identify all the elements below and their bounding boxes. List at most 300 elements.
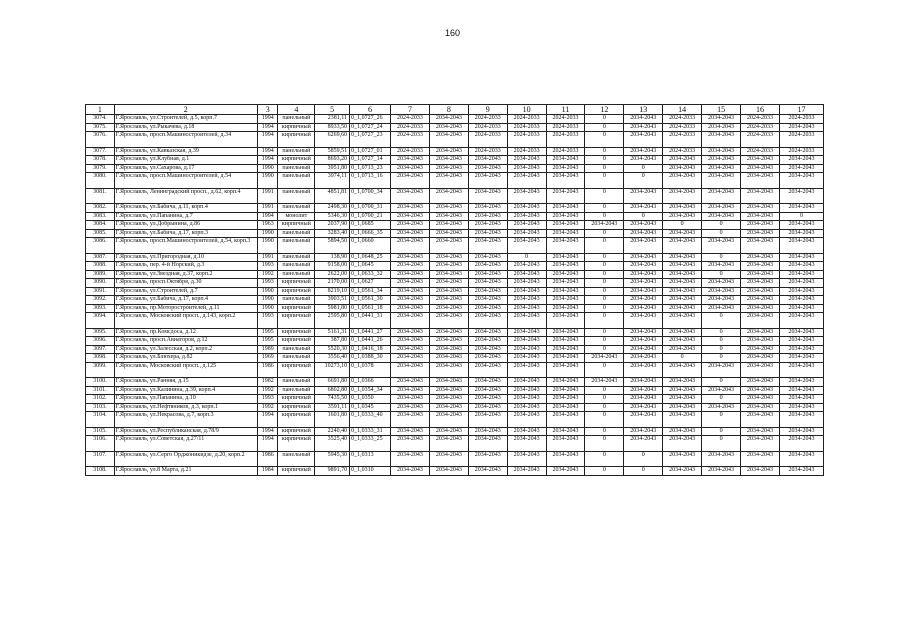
table-cell: 387,80	[315, 337, 350, 346]
table-cell: 0_1,0685	[350, 221, 391, 230]
table-cell: 2034-2043	[779, 238, 823, 254]
table-cell: 2034-2043	[507, 164, 546, 173]
table-cell: 0_1,0441_26	[350, 337, 391, 346]
table-cell: кирпичный	[278, 337, 315, 346]
table-cell: 3088.	[86, 262, 115, 271]
table-cell: 2034-2043	[429, 262, 468, 271]
table-cell: 2034-2043	[391, 313, 430, 329]
table-cell: 1993	[257, 279, 277, 288]
table-cell: кирпичный	[278, 467, 315, 476]
table-cell: 2034-2043	[391, 328, 430, 337]
table-cell: панельный	[278, 147, 315, 156]
table-cell: панельный	[278, 253, 315, 262]
table-cell: 2034-2043	[779, 156, 823, 165]
table-cell: 3951,80	[315, 164, 350, 173]
table-cell: 2034-2043	[507, 451, 546, 467]
table-row	[86, 467, 824, 476]
table-cell: 0	[624, 451, 663, 467]
table-cell: 2034-2043	[429, 123, 468, 132]
table-cell: 1990	[257, 173, 277, 189]
column-header: 3	[257, 105, 277, 115]
table-cell: 2034-2043	[507, 328, 546, 337]
table-cell: 2034-2043	[391, 386, 430, 395]
table-cell: 3080.	[86, 173, 115, 189]
table-row	[86, 147, 824, 156]
table-cell: 2034-2043	[507, 345, 546, 354]
table-cell: 1994	[257, 427, 277, 436]
table-cell: 2034-2043	[741, 313, 780, 329]
table-cell: 0_1,0441_31	[350, 313, 391, 329]
table-cell: Г.Ярославль, ул.Бабича, д.11, корп.4	[114, 204, 257, 213]
column-header: 12	[585, 105, 624, 115]
table-cell: 2034-2043	[391, 262, 430, 271]
table-cell: 2595,80	[315, 313, 350, 329]
table-cell: 1992	[257, 403, 277, 412]
table-cell: 2034-2043	[663, 262, 702, 271]
table-cell: 2034-2043	[663, 287, 702, 296]
table-cell: 0	[585, 345, 624, 354]
table-cell: 0_1,0700_21	[350, 212, 391, 221]
table-cell: 2034-2043	[779, 313, 823, 329]
table-cell: 1995	[257, 328, 277, 337]
table-cell: 3106.	[86, 436, 115, 452]
table-cell: 2024-2033	[391, 115, 430, 124]
table-cell: 0	[585, 403, 624, 412]
table-cell: 3108.	[86, 467, 115, 476]
table-cell: 2034-2043	[546, 386, 585, 395]
table-cell: 0	[585, 188, 624, 204]
table-row	[86, 287, 824, 296]
table-cell: кирпичный	[278, 328, 315, 337]
table-cell: 9158,00	[315, 262, 350, 271]
table-cell: 2034-2043	[546, 395, 585, 404]
table-cell: 3095.	[86, 328, 115, 337]
table-cell: 2034-2043	[429, 156, 468, 165]
table-cell: 2034-2043	[624, 354, 663, 363]
column-header: 17	[779, 105, 823, 115]
table-cell: 0	[702, 354, 741, 363]
table-cell: 0	[702, 395, 741, 404]
table-cell: 3074.	[86, 115, 115, 124]
table-cell: панельный	[278, 270, 315, 279]
table-cell: 2034-2043	[507, 173, 546, 189]
table-row	[86, 164, 824, 173]
table-cell: 0_1,0727_14	[350, 156, 391, 165]
table-cell: Г.Ярославль, ул.Ранняя, д.15	[114, 378, 257, 387]
table-cell: Г.Ярославль, ул.Советская, д.27/11	[114, 436, 257, 452]
table-cell: 2024-2033	[663, 123, 702, 132]
table-cell: панельный	[278, 354, 315, 363]
table-cell: 2034-2043	[779, 123, 823, 132]
table-cell: 0	[585, 164, 624, 173]
table-cell: 0	[702, 221, 741, 230]
table-row	[86, 304, 824, 313]
table-cell: 2034-2043	[741, 304, 780, 313]
table-cell: 1986	[257, 362, 277, 378]
table-cell: 10273,10	[315, 362, 350, 378]
table-cell: Г.Ярославль, ул.Калинина, д.39, корп.4	[114, 386, 257, 395]
table-cell: 3903,51	[315, 296, 350, 305]
table-cell: 2034-2043	[702, 403, 741, 412]
table-cell: 0	[585, 204, 624, 213]
table-cell: 2034-2043	[741, 262, 780, 271]
table-cell: 2034-2043	[663, 337, 702, 346]
table-cell: 2034-2043	[429, 270, 468, 279]
table-cell: 2034-2043	[546, 164, 585, 173]
table-cell: 2034-2043	[779, 337, 823, 346]
table-cell: 0	[585, 262, 624, 271]
table-cell: 2034-2043	[741, 378, 780, 387]
table-cell: 2034-2043	[663, 188, 702, 204]
table-cell: 2034-2043	[741, 412, 780, 428]
table-cell: 2034-2043	[391, 204, 430, 213]
table-cell: 2024-2033	[507, 115, 546, 124]
column-header: 11	[546, 105, 585, 115]
table-cell: 2034-2043	[429, 436, 468, 452]
table-cell: 0_1,0727_23	[350, 132, 391, 148]
table-cell: 0_1,0713_16	[350, 173, 391, 189]
table-cell: 0	[779, 212, 823, 221]
table-cell: 2034-2043	[779, 296, 823, 305]
table-cell: 3974,11	[315, 173, 350, 189]
table-cell: 2034-2043	[702, 287, 741, 296]
table-cell: 5859,51	[315, 147, 350, 156]
table-body	[86, 115, 824, 476]
table-cell: 2034-2043	[741, 221, 780, 230]
table-cell: 2034-2043	[624, 345, 663, 354]
table-cell: 2034-2043	[468, 304, 507, 313]
table-cell: 2034-2043	[741, 436, 780, 452]
table-cell: 3107.	[86, 451, 115, 467]
table-cell: панельный	[278, 173, 315, 189]
table-cell: кирпичный	[278, 436, 315, 452]
table-cell: 2034-2043	[429, 287, 468, 296]
table-cell: 2034-2043	[779, 253, 823, 262]
table-cell: 2034-2043	[429, 328, 468, 337]
table-cell: 2034-2043	[624, 313, 663, 329]
table-cell: 0	[585, 313, 624, 329]
table-row	[86, 156, 824, 165]
repair-schedule-table	[85, 104, 824, 476]
table-cell: 2034-2043	[702, 123, 741, 132]
table-cell: 2034-2043	[663, 212, 702, 221]
table-cell: 2034-2043	[663, 279, 702, 288]
table-cell: 2034-2043	[741, 386, 780, 395]
table-cell: панельный	[278, 204, 315, 213]
table-cell: 2034-2043	[468, 403, 507, 412]
table-cell: 2034-2043	[624, 337, 663, 346]
table-cell: 2034-2043	[468, 313, 507, 329]
table-cell: 2034-2043	[468, 337, 507, 346]
table-cell: панельный	[278, 262, 315, 271]
table-cell: 2034-2043	[468, 362, 507, 378]
table-cell: 2034-2043	[507, 229, 546, 238]
table-cell: 2034-2043	[468, 378, 507, 387]
table-cell: 2034-2043	[624, 204, 663, 213]
table-cell: 2034-2043	[468, 451, 507, 467]
table-cell: 0	[585, 253, 624, 262]
table-cell: 1990	[257, 164, 277, 173]
table-row	[86, 115, 824, 124]
table-cell: Г.Ярославль, ул.Строителей, д.7	[114, 287, 257, 296]
table-cell: 3092.	[86, 296, 115, 305]
table-cell: 0_1,0645	[350, 262, 391, 271]
table-cell: 2034-2043	[507, 436, 546, 452]
table-cell: Г.Ярославль, просп.Машиностроителей, д.54, корп.3	[114, 238, 257, 254]
table-cell: 2037,90	[315, 221, 350, 230]
table-cell: Г.Ярославль, ул.Папанина, д.10	[114, 395, 257, 404]
table-cell: панельный	[278, 164, 315, 173]
table-cell: 0_1,0366	[350, 378, 391, 387]
table-cell: 3099.	[86, 362, 115, 378]
table-cell: 2034-2043	[624, 156, 663, 165]
table-cell: 2034-2043	[663, 451, 702, 467]
table-cell: 0	[585, 362, 624, 378]
table-row	[86, 436, 824, 452]
table-cell: 1994	[257, 123, 277, 132]
table-cell: 2034-2043	[507, 156, 546, 165]
table-cell: 2034-2043	[546, 221, 585, 230]
table-cell: 2034-2043	[779, 287, 823, 296]
table-cell: 2034-2043	[468, 173, 507, 189]
table-cell: 2034-2043	[507, 313, 546, 329]
table-cell: 2034-2043	[507, 221, 546, 230]
table-cell: 2034-2043	[663, 378, 702, 387]
table-cell: 2034-2043	[624, 403, 663, 412]
header-row	[86, 105, 824, 115]
table-cell: 2034-2043	[391, 296, 430, 305]
table-cell: 2034-2043	[546, 436, 585, 452]
table-cell: кирпичный	[278, 395, 315, 404]
table-row	[86, 412, 824, 428]
table-cell: 0	[585, 156, 624, 165]
table-cell: 2034-2043	[779, 451, 823, 467]
table-cell: 1990	[257, 287, 277, 296]
table-cell: 2034-2043	[663, 156, 702, 165]
table-cell: Г.Ярославль, ул.Бабича, д.17, корп.3	[114, 229, 257, 238]
table-cell: 2034-2043	[391, 354, 430, 363]
table-cell: 2034-2043	[391, 378, 430, 387]
column-header: 1	[86, 105, 115, 115]
table-cell: 3084.	[86, 221, 115, 230]
table-cell: 2034-2043	[779, 362, 823, 378]
table-cell: 2034-2043	[663, 386, 702, 395]
table-cell: 0_1,0350	[350, 395, 391, 404]
table-cell: Г.Ярославль, Ленинградский просп., д.62, корп.4	[114, 188, 257, 204]
table-cell: 0_1,0416_18	[350, 345, 391, 354]
table-cell: 2034-2043	[468, 328, 507, 337]
table-cell: Г.Ярославль, ул.Залесская, д.2, корп.2	[114, 345, 257, 354]
table-cell: кирпичный	[278, 313, 315, 329]
table-cell: 2034-2043	[507, 296, 546, 305]
table-row	[86, 451, 824, 467]
table-cell: 4851,81	[315, 188, 350, 204]
table-cell: 2024-2033	[468, 132, 507, 148]
table-row	[86, 238, 824, 254]
table-cell: 2034-2043	[624, 123, 663, 132]
table-cell: 2034-2043	[429, 253, 468, 262]
table-cell: 1990	[257, 238, 277, 254]
table-cell: 2034-2043	[507, 270, 546, 279]
table-cell: 2034-2043	[624, 386, 663, 395]
table-cell: 0_1,0310	[350, 467, 391, 476]
table-cell: 2034-2043	[391, 279, 430, 288]
table-cell: 0_1,0561_34	[350, 287, 391, 296]
table-cell: Г.Ярославль, ул.Добрынина, д.86	[114, 221, 257, 230]
table-cell: 2034-2043	[468, 270, 507, 279]
table-cell: 0_1,0561_18	[350, 304, 391, 313]
table-cell: 2034-2043	[546, 229, 585, 238]
table-cell: 2034-2043	[468, 188, 507, 204]
table-cell: 0	[702, 270, 741, 279]
table-row	[86, 328, 824, 337]
table-cell: 2034-2043	[391, 287, 430, 296]
table-cell: 2034-2043	[624, 253, 663, 262]
table-cell: 2034-2043	[391, 253, 430, 262]
table-cell: 2034-2043	[741, 229, 780, 238]
table-cell: 2034-2043	[663, 204, 702, 213]
table-cell: Г.Ярославль, просп.Машиностроителей, д.34	[114, 132, 257, 148]
table-cell: 2034-2043	[468, 467, 507, 476]
table-cell: 2034-2043	[741, 296, 780, 305]
table-cell: 1994	[257, 212, 277, 221]
table-cell: 0	[585, 279, 624, 288]
table-cell: кирпичный	[278, 279, 315, 288]
table-cell: 2034-2043	[779, 221, 823, 230]
table-cell: 0	[624, 467, 663, 476]
column-header: 5	[315, 105, 350, 115]
table-cell: 2034-2043	[624, 221, 663, 230]
table-cell: 6802,80	[315, 386, 350, 395]
table-cell: 2034-2043	[429, 229, 468, 238]
table-cell: 2034-2043	[779, 164, 823, 173]
table-row	[86, 279, 824, 288]
table-cell: 2034-2043	[429, 313, 468, 329]
table-cell: 8693,20	[315, 156, 350, 165]
table-cell: 2034-2043	[663, 270, 702, 279]
table-cell: 0	[585, 467, 624, 476]
table-cell: 2034-2043	[779, 173, 823, 189]
table-cell: 2034-2043	[429, 296, 468, 305]
table-cell: 2034-2043	[741, 279, 780, 288]
table-cell: 2034-2043	[391, 467, 430, 476]
table-cell: 2034-2043	[391, 427, 430, 436]
table-cell: 1992	[257, 386, 277, 395]
table-cell: 3102.	[86, 395, 115, 404]
table-cell: 2034-2043	[741, 156, 780, 165]
table-cell: 3075.	[86, 123, 115, 132]
table-cell: 2034-2043	[429, 221, 468, 230]
table-cell: 2034-2043	[741, 345, 780, 354]
table-cell: 2034-2043	[546, 238, 585, 254]
table-cell: 2034-2043	[546, 337, 585, 346]
column-header: 16	[741, 105, 780, 115]
table-cell: 2034-2043	[702, 362, 741, 378]
table-row	[86, 296, 824, 305]
table-cell: 0	[702, 328, 741, 337]
table-cell: 5520,30	[315, 345, 350, 354]
table-cell: 0	[702, 412, 741, 428]
table-cell: 0	[585, 212, 624, 221]
table-cell: 1994	[257, 156, 277, 165]
table-cell: 2024-2033	[546, 123, 585, 132]
table-cell: 0_1,0354_34	[350, 386, 391, 395]
table-cell: 2024-2033	[391, 132, 430, 148]
table-cell: 2034-2043	[429, 345, 468, 354]
table-cell: Г.Ярославль, ул.Строителей, д.5, корп.7	[114, 115, 257, 124]
table-cell: 2034-2043	[663, 173, 702, 189]
table-row	[86, 354, 824, 363]
table-cell: 2034-2043	[391, 270, 430, 279]
table-cell: 6691,80	[315, 378, 350, 387]
table-cell: 2034-2043	[391, 188, 430, 204]
table-cell: 2498,30	[315, 204, 350, 213]
table-cell: 2034-2043	[702, 262, 741, 271]
table-cell: Г.Ярославль, Московский просп., д.143, корп.2	[114, 313, 257, 329]
table-cell: 2024-2033	[741, 132, 780, 148]
table-cell: 0_1,0313	[350, 451, 391, 467]
table-cell: 3077.	[86, 147, 115, 156]
table-cell: 2034-2043	[741, 467, 780, 476]
table-cell: панельный	[278, 451, 315, 467]
table-cell: 2034-2043	[468, 296, 507, 305]
table-cell: 1991	[257, 188, 277, 204]
table-cell: 3082.	[86, 204, 115, 213]
table-cell: 1969	[257, 354, 277, 363]
table-cell: 2024-2033	[507, 147, 546, 156]
table-cell: 0	[702, 253, 741, 262]
table-cell: 2024-2033	[546, 115, 585, 124]
table-cell: 3105.	[86, 427, 115, 436]
table-cell: 2034-2043	[468, 156, 507, 165]
column-header: 2	[114, 105, 257, 115]
table-cell: 2034-2043	[741, 238, 780, 254]
table-row	[86, 362, 824, 378]
table-cell: 2024-2033	[663, 132, 702, 148]
table-row	[86, 378, 824, 387]
table-cell: 2034-2043	[741, 451, 780, 467]
table-cell: 2034-2043	[702, 279, 741, 288]
table-cell: 2034-2043	[468, 229, 507, 238]
table-cell: 0	[585, 386, 624, 395]
table-cell: 2034-2043	[507, 238, 546, 254]
table-cell: 2034-2043	[429, 395, 468, 404]
table-cell: 2034-2043	[507, 395, 546, 404]
table-cell: 2034-2043	[663, 436, 702, 452]
table-cell: Г.Ярославль, ул.Сахарова, д.17	[114, 164, 257, 173]
table-cell: 0	[663, 354, 702, 363]
table-cell: 2034-2043	[585, 378, 624, 387]
table-cell: 2034-2043	[546, 403, 585, 412]
table-cell: 2034-2043	[546, 287, 585, 296]
table-cell: Г.Ярославль, ул.Республиканская, д.78/9	[114, 427, 257, 436]
table-cell: 2034-2043	[546, 279, 585, 288]
table-cell: 2034-2043	[546, 156, 585, 165]
table-cell: 2034-2043	[624, 362, 663, 378]
table-cell: Г.Ярославль, ул.Серго Орджоникидзе, д.20, корп.2	[114, 451, 257, 467]
table-cell: 0_1,0378	[350, 362, 391, 378]
table-cell: панельный	[278, 188, 315, 204]
table-cell: 2034-2043	[779, 395, 823, 404]
table-cell: 3081.	[86, 188, 115, 204]
table-cell: 2034-2043	[546, 467, 585, 476]
table-cell: 1993	[257, 395, 277, 404]
table-cell: 2034-2043	[429, 164, 468, 173]
table-cell: Г.Ярославль, ул.Клубная, д.1	[114, 156, 257, 165]
table-cell: 2024-2033	[779, 147, 823, 156]
table-cell: 8933,50	[315, 123, 350, 132]
table-cell: 0	[585, 115, 624, 124]
